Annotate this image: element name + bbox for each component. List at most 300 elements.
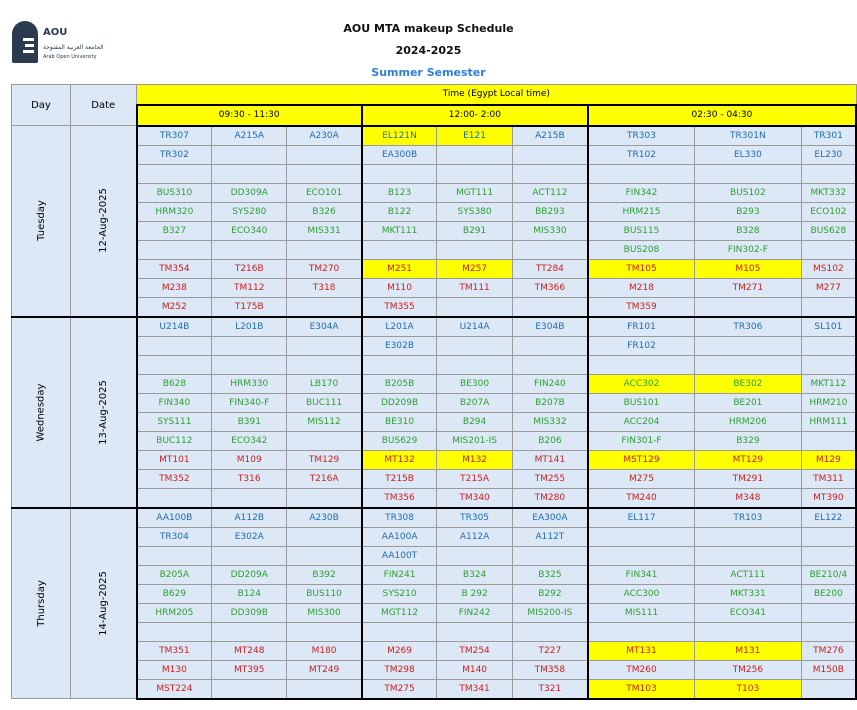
course-cell: B122 xyxy=(362,202,437,221)
course-cell: M132 xyxy=(437,450,513,469)
schedule-row xyxy=(12,240,857,259)
course-cell: BUS629 xyxy=(362,431,437,450)
course-cell: B124 xyxy=(212,584,287,603)
course-cell: DD209B xyxy=(362,393,437,412)
academic-year: 2024-2025 xyxy=(395,44,462,57)
course-cell xyxy=(695,164,802,183)
course-cell: AA100B xyxy=(137,508,212,528)
course-cell: MT132 xyxy=(362,450,437,469)
schedule-row xyxy=(12,374,857,393)
course-cell: TR301 xyxy=(801,126,856,146)
course-cell: FIN342 xyxy=(588,183,695,202)
course-cell: MIS111 xyxy=(588,603,695,622)
course-cell xyxy=(287,240,362,259)
course-cell xyxy=(287,297,362,317)
course-cell: B325 xyxy=(512,565,588,584)
course-cell xyxy=(801,546,856,565)
course-cell: B291 xyxy=(437,221,513,240)
course-cell xyxy=(588,527,695,546)
course-cell: M130 xyxy=(137,660,212,679)
course-cell: B205B xyxy=(362,374,437,393)
course-cell: ECO340 xyxy=(212,221,287,240)
course-cell: TR303 xyxy=(588,126,695,146)
course-cell: B326 xyxy=(287,202,362,221)
course-cell: BUS110 xyxy=(287,584,362,603)
course-cell: U214B xyxy=(137,317,212,337)
course-cell: TM260 xyxy=(588,660,695,679)
course-cell: HRM205 xyxy=(137,603,212,622)
course-cell xyxy=(287,431,362,450)
course-cell: M109 xyxy=(212,450,287,469)
course-cell: A112A xyxy=(437,527,513,546)
course-cell: FIN340 xyxy=(137,393,212,412)
schedule-row xyxy=(12,145,857,164)
course-cell: HRM215 xyxy=(588,202,695,221)
course-cell: FIN241 xyxy=(362,565,437,584)
course-cell: ACT111 xyxy=(695,565,802,584)
slot-header-1: 09:30 - 11:30 xyxy=(137,105,362,126)
course-cell: TM111 xyxy=(437,278,513,297)
course-cell xyxy=(801,603,856,622)
course-cell: MIS201-IS xyxy=(437,431,513,450)
course-cell xyxy=(801,355,856,374)
course-cell: TM275 xyxy=(362,679,437,699)
course-cell xyxy=(437,164,513,183)
course-cell xyxy=(287,488,362,508)
course-cell: T216A xyxy=(287,469,362,488)
course-cell: MIS200-IS xyxy=(512,603,588,622)
course-cell xyxy=(695,622,802,641)
course-cell: MT390 xyxy=(801,488,856,508)
course-cell: M150B xyxy=(801,660,856,679)
course-cell xyxy=(287,336,362,355)
date-cell xyxy=(70,317,136,508)
course-cell: TR304 xyxy=(137,527,212,546)
course-cell: M252 xyxy=(137,297,212,317)
course-cell: BB293 xyxy=(512,202,588,221)
course-cell: B292 xyxy=(512,584,588,603)
course-cell: T321 xyxy=(512,679,588,699)
course-cell xyxy=(287,527,362,546)
course-cell: A230A xyxy=(287,126,362,146)
course-cell: HRM330 xyxy=(212,374,287,393)
course-cell xyxy=(212,488,287,508)
course-cell: E121 xyxy=(437,126,513,146)
course-cell xyxy=(512,145,588,164)
course-cell: DD309A xyxy=(212,183,287,202)
course-cell xyxy=(137,355,212,374)
logo-english-name: Arab Open University xyxy=(43,54,97,60)
course-cell: A112B xyxy=(212,508,287,528)
course-cell: TR308 xyxy=(362,508,437,528)
course-cell: E302B xyxy=(362,336,437,355)
course-cell: SYS111 xyxy=(137,412,212,431)
schedule-row xyxy=(12,527,857,546)
course-cell: MT141 xyxy=(512,450,588,469)
course-cell: B329 xyxy=(695,431,802,450)
course-cell xyxy=(801,679,856,699)
course-cell: EL330 xyxy=(695,145,802,164)
day-cell xyxy=(12,317,71,508)
page-title: AOU MTA makeup Schedule xyxy=(343,22,514,35)
course-cell xyxy=(137,546,212,565)
course-cell: M275 xyxy=(588,469,695,488)
course-cell: EA300B xyxy=(362,145,437,164)
course-cell: BUS101 xyxy=(588,393,695,412)
course-cell xyxy=(437,336,513,355)
course-cell: MT249 xyxy=(287,660,362,679)
course-cell: FIN240 xyxy=(512,374,588,393)
course-cell: BUC112 xyxy=(137,431,212,450)
course-cell xyxy=(137,164,212,183)
course-cell xyxy=(512,240,588,259)
schedule-table xyxy=(11,84,857,700)
course-cell xyxy=(801,431,856,450)
course-cell: MT129 xyxy=(695,450,802,469)
course-cell: TM358 xyxy=(512,660,588,679)
course-cell: TM355 xyxy=(362,297,437,317)
course-cell: TM271 xyxy=(695,278,802,297)
schedule-row xyxy=(12,183,857,202)
course-cell: BUS628 xyxy=(801,221,856,240)
course-cell: TM256 xyxy=(695,660,802,679)
course-cell: EL117 xyxy=(588,508,695,528)
day-cell xyxy=(12,126,71,317)
course-cell: B123 xyxy=(362,183,437,202)
course-cell: TM341 xyxy=(437,679,513,699)
course-cell: ACC204 xyxy=(588,412,695,431)
course-cell xyxy=(437,297,513,317)
course-cell xyxy=(362,622,437,641)
course-cell: EL122 xyxy=(801,508,856,528)
course-cell: B392 xyxy=(287,565,362,584)
schedule-row xyxy=(12,622,857,641)
course-cell: B328 xyxy=(695,221,802,240)
course-cell: T216B xyxy=(212,259,287,278)
course-cell: AA100T xyxy=(362,546,437,565)
course-cell: MIS330 xyxy=(512,221,588,240)
course-cell xyxy=(437,240,513,259)
course-cell: TM311 xyxy=(801,469,856,488)
course-cell: BUS102 xyxy=(695,183,802,202)
course-cell: DD209A xyxy=(212,565,287,584)
course-cell: M180 xyxy=(287,641,362,660)
day-label: Thursday xyxy=(35,580,47,627)
course-cell xyxy=(212,164,287,183)
schedule-row xyxy=(12,431,857,450)
course-cell: MKT332 xyxy=(801,183,856,202)
course-cell xyxy=(588,164,695,183)
course-cell: TM298 xyxy=(362,660,437,679)
course-cell: BE300 xyxy=(437,374,513,393)
schedule-row xyxy=(12,126,857,146)
course-cell: SYS210 xyxy=(362,584,437,603)
schedule-row xyxy=(12,297,857,317)
course-cell: LB170 xyxy=(287,374,362,393)
course-cell xyxy=(437,145,513,164)
course-cell: TM359 xyxy=(588,297,695,317)
course-cell: BUS115 xyxy=(588,221,695,240)
date-label: 12-Aug-2025 xyxy=(97,188,109,254)
schedule-row xyxy=(12,660,857,679)
course-cell xyxy=(362,164,437,183)
course-cell: T175B xyxy=(212,297,287,317)
course-cell: A215A xyxy=(212,126,287,146)
course-cell xyxy=(801,164,856,183)
course-cell: MGT112 xyxy=(362,603,437,622)
course-cell: FIN301-F xyxy=(588,431,695,450)
course-cell: TM340 xyxy=(437,488,513,508)
course-cell xyxy=(137,336,212,355)
course-cell: B628 xyxy=(137,374,212,393)
course-cell: M251 xyxy=(362,259,437,278)
course-cell: MS102 xyxy=(801,259,856,278)
course-cell xyxy=(695,546,802,565)
course-cell: HRM111 xyxy=(801,412,856,431)
course-cell: MIS331 xyxy=(287,221,362,240)
logo-abbr: AOU xyxy=(43,27,68,38)
course-cell: ECO342 xyxy=(212,431,287,450)
course-cell: TM103 xyxy=(588,679,695,699)
course-cell xyxy=(137,488,212,508)
course-cell: B207B xyxy=(512,393,588,412)
course-cell: FIN341 xyxy=(588,565,695,584)
course-cell: B206 xyxy=(512,431,588,450)
course-cell xyxy=(212,622,287,641)
schedule-row xyxy=(12,393,857,412)
course-cell: TM352 xyxy=(137,469,212,488)
course-cell: TM255 xyxy=(512,469,588,488)
course-cell xyxy=(801,622,856,641)
course-cell: DD309B xyxy=(212,603,287,622)
course-cell: ECO102 xyxy=(801,202,856,221)
schedule-row xyxy=(12,412,857,431)
day-cell xyxy=(12,508,71,699)
course-cell xyxy=(137,240,212,259)
course-cell xyxy=(287,164,362,183)
course-cell: EA300A xyxy=(512,508,588,528)
course-cell: M269 xyxy=(362,641,437,660)
schedule-row xyxy=(12,508,857,528)
course-cell: MKT112 xyxy=(801,374,856,393)
course-cell: TM280 xyxy=(512,488,588,508)
date-cell xyxy=(70,126,136,317)
course-cell: B324 xyxy=(437,565,513,584)
course-cell: E302A xyxy=(212,527,287,546)
schedule-row xyxy=(12,488,857,508)
course-cell xyxy=(512,164,588,183)
time-header: Time (Egypt Local time) xyxy=(137,85,856,105)
schedule-row xyxy=(12,164,857,183)
course-cell: B205A xyxy=(137,565,212,584)
course-cell xyxy=(287,679,362,699)
course-cell xyxy=(801,240,856,259)
course-cell: ECO341 xyxy=(695,603,802,622)
course-cell xyxy=(212,240,287,259)
course-cell: HRM210 xyxy=(801,393,856,412)
schedule-row xyxy=(12,317,857,337)
course-cell: TT284 xyxy=(512,259,588,278)
course-cell: U214A xyxy=(437,317,513,337)
course-cell: ACC302 xyxy=(588,374,695,393)
course-cell xyxy=(588,355,695,374)
course-cell: FIN242 xyxy=(437,603,513,622)
header-row-time xyxy=(12,85,857,105)
course-cell: M140 xyxy=(437,660,513,679)
course-cell xyxy=(512,336,588,355)
course-cell: BE210/4 xyxy=(801,565,856,584)
course-cell: M105 xyxy=(695,259,802,278)
course-cell xyxy=(212,145,287,164)
course-cell: MST224 xyxy=(137,679,212,699)
course-cell: TM254 xyxy=(437,641,513,660)
course-cell: M238 xyxy=(137,278,212,297)
course-cell: MGT111 xyxy=(437,183,513,202)
course-cell: FIN302-F xyxy=(695,240,802,259)
course-cell xyxy=(212,355,287,374)
course-cell: BE310 xyxy=(362,412,437,431)
schedule-row xyxy=(12,278,857,297)
course-cell: ACC300 xyxy=(588,584,695,603)
course-cell: M110 xyxy=(362,278,437,297)
course-cell: TM366 xyxy=(512,278,588,297)
course-cell: TM356 xyxy=(362,488,437,508)
course-cell xyxy=(512,355,588,374)
slot-header-3: 02:30 - 04:30 xyxy=(588,105,856,126)
course-cell: B327 xyxy=(137,221,212,240)
course-cell xyxy=(801,527,856,546)
course-cell: TM129 xyxy=(287,450,362,469)
course-cell xyxy=(362,355,437,374)
schedule-row xyxy=(12,641,857,660)
course-cell: TR102 xyxy=(588,145,695,164)
course-cell: B294 xyxy=(437,412,513,431)
course-cell: M257 xyxy=(437,259,513,278)
course-cell: A215B xyxy=(512,126,588,146)
course-cell xyxy=(362,240,437,259)
course-cell: TM291 xyxy=(695,469,802,488)
schedule-row xyxy=(12,336,857,355)
course-cell xyxy=(588,546,695,565)
course-cell: EL121N xyxy=(362,126,437,146)
course-cell: FR102 xyxy=(588,336,695,355)
course-cell: BUC111 xyxy=(287,393,362,412)
course-cell: B391 xyxy=(212,412,287,431)
course-cell: MT101 xyxy=(137,450,212,469)
schedule-row xyxy=(12,679,857,699)
course-cell xyxy=(287,546,362,565)
course-cell xyxy=(437,546,513,565)
course-cell: T316 xyxy=(212,469,287,488)
schedule-row xyxy=(12,469,857,488)
course-cell: TR305 xyxy=(437,508,513,528)
schedule-row xyxy=(12,603,857,622)
course-cell: BE201 xyxy=(695,393,802,412)
course-cell: M218 xyxy=(588,278,695,297)
course-cell xyxy=(437,622,513,641)
course-cell: M277 xyxy=(801,278,856,297)
course-cell: B629 xyxy=(137,584,212,603)
course-cell xyxy=(212,679,287,699)
course-cell: BUS310 xyxy=(137,183,212,202)
course-cell xyxy=(695,336,802,355)
course-cell: TM351 xyxy=(137,641,212,660)
course-cell: ECO101 xyxy=(287,183,362,202)
course-cell xyxy=(512,546,588,565)
course-cell: M129 xyxy=(801,450,856,469)
course-cell: TM240 xyxy=(588,488,695,508)
course-cell: MIS332 xyxy=(512,412,588,431)
course-cell: T318 xyxy=(287,278,362,297)
course-cell: FR101 xyxy=(588,317,695,337)
course-cell: T215B xyxy=(362,469,437,488)
course-cell: TR306 xyxy=(695,317,802,337)
course-cell: SYS280 xyxy=(212,202,287,221)
course-cell: BE302 xyxy=(695,374,802,393)
date-column-header: Date xyxy=(70,85,136,126)
course-cell: AA100A xyxy=(362,527,437,546)
course-cell: MIS112 xyxy=(287,412,362,431)
course-cell: SL101 xyxy=(801,317,856,337)
course-cell: B207A xyxy=(437,393,513,412)
course-cell: EL230 xyxy=(801,145,856,164)
day-column-header: Day xyxy=(12,85,71,126)
slot-header-2: 12:00- 2:00 xyxy=(362,105,588,126)
schedule-row xyxy=(12,355,857,374)
course-cell xyxy=(437,355,513,374)
course-cell: BE200 xyxy=(801,584,856,603)
course-cell xyxy=(287,355,362,374)
date-label: 13-Aug-2025 xyxy=(97,379,109,445)
schedule-row xyxy=(12,202,857,221)
course-cell: SYS380 xyxy=(437,202,513,221)
course-cell: TR103 xyxy=(695,508,802,528)
course-cell: TR301N xyxy=(695,126,802,146)
schedule-row xyxy=(12,584,857,603)
course-cell: HRM320 xyxy=(137,202,212,221)
course-cell xyxy=(801,297,856,317)
course-cell: B293 xyxy=(695,202,802,221)
course-cell: TM112 xyxy=(212,278,287,297)
course-cell xyxy=(695,297,802,317)
schedule-row xyxy=(12,450,857,469)
course-cell: M131 xyxy=(695,641,802,660)
course-cell: HRM206 xyxy=(695,412,802,431)
course-cell: MST129 xyxy=(588,450,695,469)
course-cell: A112T xyxy=(512,527,588,546)
course-cell: MT131 xyxy=(588,641,695,660)
course-cell: T215A xyxy=(437,469,513,488)
course-cell: M348 xyxy=(695,488,802,508)
course-cell xyxy=(287,622,362,641)
course-cell: MKT111 xyxy=(362,221,437,240)
course-cell: TM270 xyxy=(287,259,362,278)
course-cell xyxy=(695,355,802,374)
schedule-row xyxy=(12,565,857,584)
date-cell xyxy=(70,508,136,699)
course-cell: L201A xyxy=(362,317,437,337)
schedule-row xyxy=(12,259,857,278)
schedule-row xyxy=(12,221,857,240)
course-cell: T103 xyxy=(695,679,802,699)
course-cell xyxy=(512,297,588,317)
course-cell xyxy=(588,622,695,641)
course-cell xyxy=(287,145,362,164)
course-cell: TM105 xyxy=(588,259,695,278)
course-cell: B 292 xyxy=(437,584,513,603)
header-row-slots xyxy=(12,105,857,126)
course-cell xyxy=(212,336,287,355)
